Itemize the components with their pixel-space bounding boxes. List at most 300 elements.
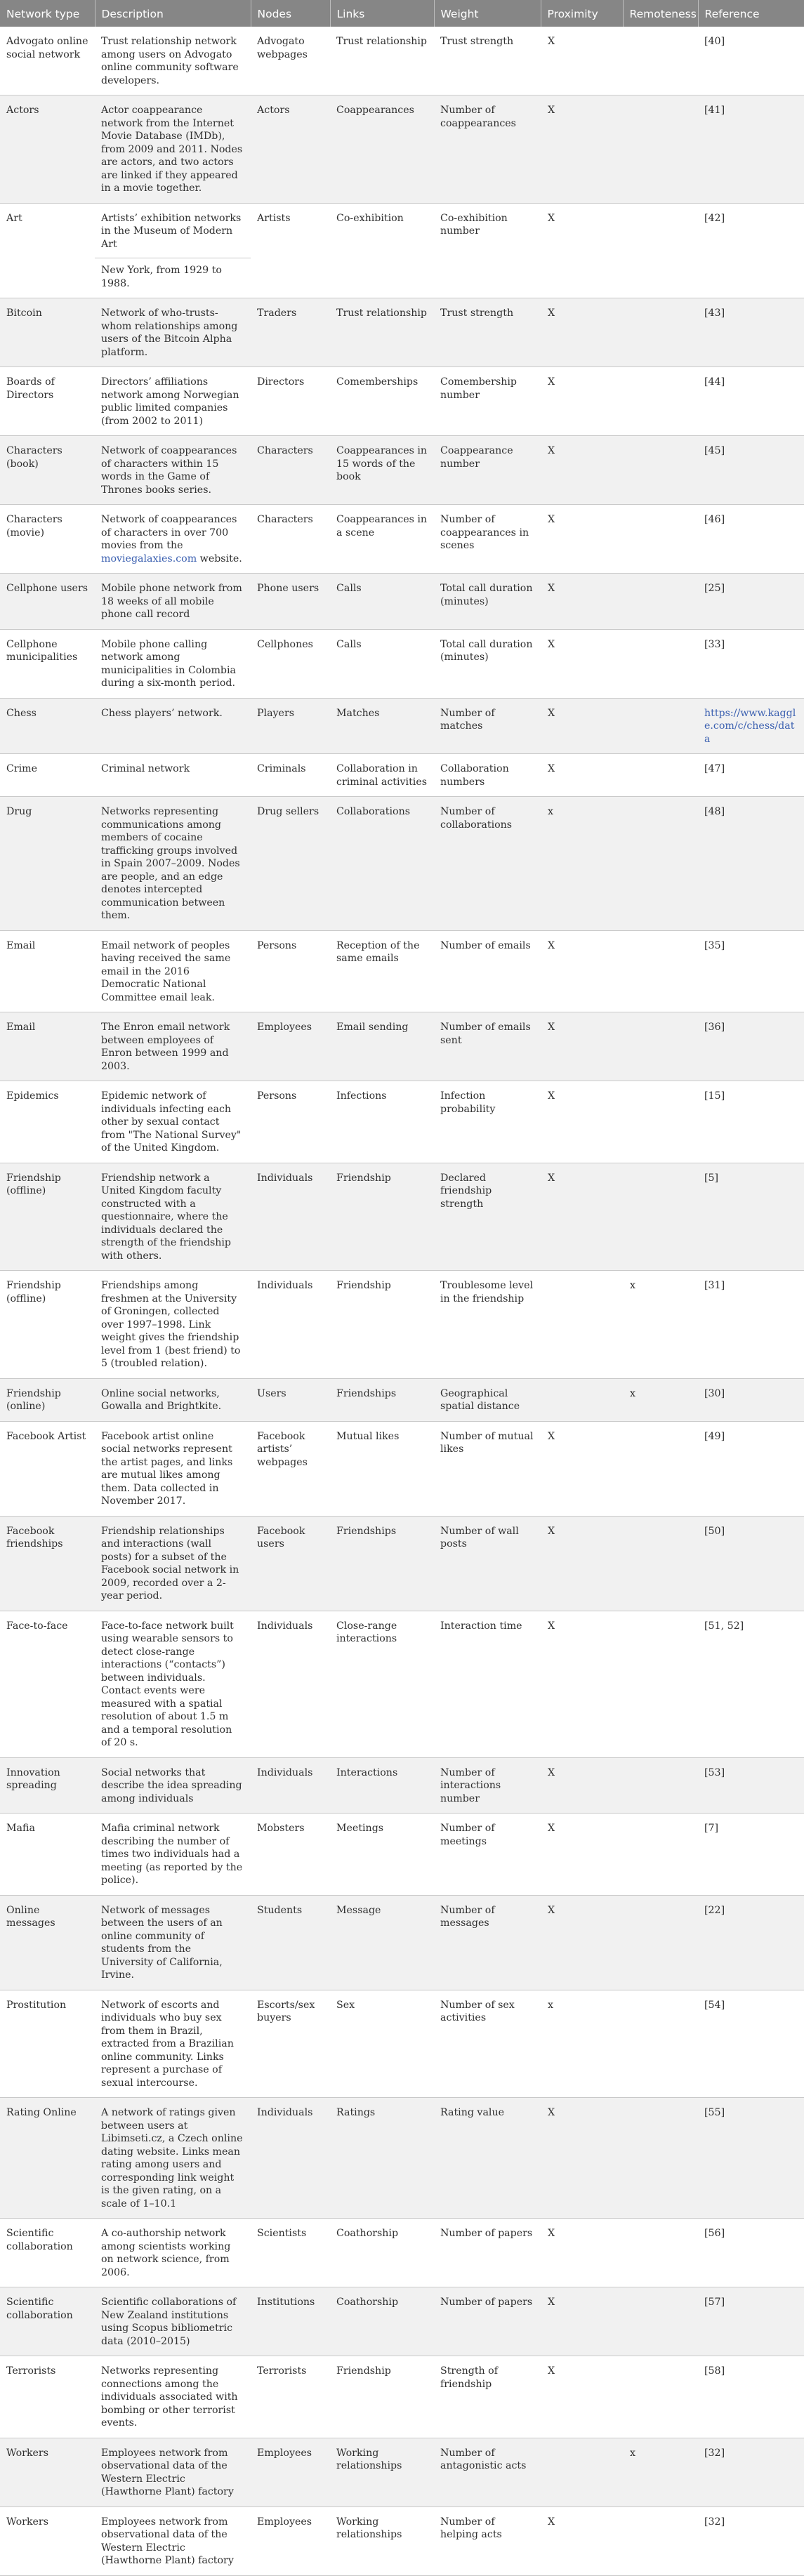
cell-weight: Number of messages (434, 1895, 541, 1990)
description-text: Network of messages between the users of an online community of students from the University of California, Irvine. (101, 1904, 223, 1981)
cell-proximity: X (541, 1163, 623, 1271)
table-row (0, 629, 804, 698)
cell-remoteness (623, 367, 698, 436)
cell-description (95, 1990, 251, 2098)
cell-description (95, 436, 251, 505)
cell-reference: [40] (698, 27, 804, 95)
cell-links: Meetings (330, 1814, 434, 1896)
cell-nodes: Individuals (251, 1271, 330, 1379)
description-text: Social networks that describe the idea spreading among individuals (101, 1766, 242, 1804)
cell-network-type: Epidemics (0, 1081, 95, 1163)
header-links: Links (330, 0, 434, 27)
cell-description (95, 1516, 251, 1611)
cell-description (95, 698, 251, 754)
cell-proximity: X (541, 203, 623, 298)
cell-reference: [54] (698, 1990, 804, 2098)
cell-remoteness (623, 1757, 698, 1814)
cell-links: Reception of the same emails (330, 930, 434, 1012)
description-text: A co-authorship network among scientists working on network science, from 2006. (101, 2228, 231, 2278)
cell-remoteness (623, 2356, 698, 2438)
cell-network-type: Drug (0, 797, 95, 931)
table-row (0, 574, 804, 630)
table-row (0, 436, 804, 505)
cell-nodes: Institutions (251, 2287, 330, 2356)
description-text: Employees network from observational data of the Western Electric (Hawthorne Plant) factory (101, 2516, 234, 2566)
cell-nodes: Criminals (251, 754, 330, 797)
cell-network-type: Chess (0, 698, 95, 754)
cell-weight: Trust strength (434, 298, 541, 367)
cell-reference: [45] (698, 436, 804, 505)
description-text: Mobile phone network from 18 weeks of all mobile phone call record (101, 583, 242, 620)
cell-proximity: X (541, 1814, 623, 1896)
cell-reference: [5] (698, 1163, 804, 1271)
cell-network-type: Workers (0, 2438, 95, 2506)
cell-links: Co-exhibition (330, 203, 434, 298)
cell-links: Close-range interactions (330, 1611, 434, 1757)
cell-nodes: Advogato webpages (251, 27, 330, 95)
table-row (0, 27, 804, 95)
cell-network-type: Facebook friendships (0, 1516, 95, 1611)
description-text: Chess players’ network. (101, 707, 223, 719)
table-row (0, 95, 804, 204)
table-row (0, 698, 804, 754)
description-text: Friendships among freshmen at the University of Groningen, collected over 1997–1998. Link weight gives the friendship level from 1 (best friend) to 5 (troubled relation). (101, 1280, 241, 1369)
cell-nodes: Drug sellers (251, 797, 330, 931)
cell-links: Friendships (330, 1378, 434, 1421)
table-row (0, 1271, 804, 1379)
cell-reference: [47] (698, 754, 804, 797)
cell-proximity: X (541, 436, 623, 505)
cell-weight: Number of meetings (434, 1814, 541, 1896)
cell-nodes: Escorts/sex buyers (251, 1990, 330, 2098)
cell-network-type: Scientific collaboration (0, 2287, 95, 2356)
cell-description (95, 574, 251, 630)
cell-description (95, 27, 251, 95)
cell-description (95, 1271, 251, 1379)
cell-proximity: X (541, 505, 623, 574)
cell-network-type: Crime (0, 754, 95, 797)
cell-description (95, 2438, 251, 2506)
cell-links: Sex (330, 1990, 434, 2098)
description-text: Mobile phone calling network among municipalities in Colombia during a six-month period. (101, 638, 236, 689)
cell-links: Trust relationship (330, 298, 434, 367)
cell-nodes: Users (251, 1378, 330, 1421)
table-row (0, 2506, 804, 2575)
cell-nodes: Employees (251, 1012, 330, 1081)
cell-remoteness (623, 574, 698, 630)
cell-description (95, 1895, 251, 1990)
cell-links: Calls (330, 629, 434, 698)
cell-links: Working relationships (330, 2506, 434, 2575)
cell-description (95, 367, 251, 436)
cell-nodes: Facebook artists’ webpages (251, 1421, 330, 1516)
cell-reference: [55] (698, 2098, 804, 2219)
cell-weight: Total call duration (minutes) (434, 629, 541, 698)
cell-links: Mutual likes (330, 1421, 434, 1516)
cell-proximity: X (541, 2219, 623, 2287)
cell-reference: [33] (698, 629, 804, 698)
table-row (0, 1081, 804, 1163)
cell-proximity (541, 1271, 623, 1379)
cell-links: Matches (330, 698, 434, 754)
cell-reference: [51, 52] (698, 1611, 804, 1757)
description-text: Online social networks, Gowalla and Brightkite. (101, 1387, 222, 1412)
cell-links: Coappearances in a scene (330, 505, 434, 574)
cell-reference: [53] (698, 1757, 804, 1814)
cell-nodes: Characters (251, 505, 330, 574)
cell-weight: Collaboration numbers (434, 754, 541, 797)
cell-remoteness (623, 1990, 698, 2098)
cell-description (95, 1163, 251, 1271)
table-row (0, 367, 804, 436)
cell-links: Coappearances in 15 words of the book (330, 436, 434, 505)
cell-links: Coathorship (330, 2287, 434, 2356)
cell-remoteness (623, 1611, 698, 1757)
cell-weight: Number of sex activities (434, 1990, 541, 2098)
description-text: Network of who-trusts-whom relationships among users of the Bitcoin Alpha platform. (101, 308, 238, 358)
cell-network-type: Prostitution (0, 1990, 95, 2098)
cell-nodes: Individuals (251, 1163, 330, 1271)
cell-nodes: Students (251, 1895, 330, 1990)
cell-weight: Declared friendship strength (434, 1163, 541, 1271)
description-text: Actor coappearance network from the Internet Movie Database (IMDb), from 2009 and 2011. Nodes are actors, and two actors are linked if they appeared in a movie together. (101, 105, 243, 194)
cell-remoteness (623, 930, 698, 1012)
cell-network-type: Mafia (0, 1814, 95, 1896)
cell-weight: Trust strength (434, 27, 541, 95)
description-text: Facebook artist online social networks represent the artist pages, and links are mutual likes among them. Data collected in November 2017. (101, 1430, 233, 1507)
cell-proximity: X (541, 367, 623, 436)
description-text: Employees network from observational data of the Western Electric (Hawthorne Plant) factory (101, 2447, 234, 2497)
description-text: Networks representing communications among members of cocaine trafficking groups involved in Spain 2007–2009. Nodes are people, and an edge denotes intercepted communication between them. (101, 806, 240, 921)
cell-proximity: x (541, 797, 623, 931)
cell-weight: Number of mutual likes (434, 1421, 541, 1516)
cell-proximity: X (541, 1516, 623, 1611)
cell-description (95, 2506, 251, 2575)
description-text: A network of ratings given between users at Libimseti.cz, a Czech online dating website. Links mean rating among users and corresponding link weight is the given rating, on a scale of 1–10.1 (101, 2107, 243, 2210)
cell-nodes: Persons (251, 1081, 330, 1163)
cell-remoteness (623, 1421, 698, 1516)
description-text: Criminal network (101, 763, 190, 774)
cell-network-type: Scientific collaboration (0, 2219, 95, 2287)
cell-remoteness: x (623, 1271, 698, 1379)
description-text: Friendship relationships and interactions (wall posts) for a subset of the Facebook social network in 2009, recorded over a 2-year period. (101, 1525, 239, 1601)
cell-remoteness: x (623, 2438, 698, 2506)
description-text: Friendship network a United Kingdom faculty constructed with a questionnaire, where the individuals declared the strength of the friendship with others. (101, 1172, 231, 1262)
cell-links: Friendship (330, 1271, 434, 1379)
cell-description (95, 203, 251, 298)
cell-network-type: Cellphone users (0, 574, 95, 630)
description-text: Artists’ exhibition networks in the Museum of Modern Art (101, 212, 242, 250)
cell-proximity: X (541, 2356, 623, 2438)
cell-proximity: X (541, 1421, 623, 1516)
table-row (0, 1895, 804, 1990)
cell-weight: Comembership number (434, 367, 541, 436)
description-link[interactable]: moviegalaxies.com (101, 553, 197, 564)
cell-proximity: X (541, 1081, 623, 1163)
cell-nodes: Facebook users (251, 1516, 330, 1611)
cell-reference: [56] (698, 2219, 804, 2287)
header-remoteness: Remoteness (623, 0, 698, 27)
cell-description (95, 2098, 251, 2219)
cell-description (95, 2287, 251, 2356)
cell-remoteness (623, 2506, 698, 2575)
cell-proximity: X (541, 1895, 623, 1990)
cell-links: Trust relationship (330, 27, 434, 95)
cell-links: Email sending (330, 1012, 434, 1081)
cell-description (95, 95, 251, 204)
cell-proximity: X (541, 574, 623, 630)
cell-weight: Number of matches (434, 698, 541, 754)
cell-remoteness (623, 1081, 698, 1163)
cell-network-type: Face-to-face (0, 1611, 95, 1757)
cell-nodes: Characters (251, 436, 330, 505)
header-proximity: Proximity (541, 0, 623, 27)
cell-weight: Number of papers (434, 2219, 541, 2287)
cell-weight: Number of wall posts (434, 1516, 541, 1611)
cell-remoteness (623, 1163, 698, 1271)
cell-reference (698, 698, 804, 754)
cell-reference: [44] (698, 367, 804, 436)
cell-network-type: Facebook Artist (0, 1421, 95, 1516)
description-text: Mafia criminal network describing the number of times two individuals had a meeting (as reported by the police). (101, 1823, 243, 1886)
reference-link[interactable]: https://www.kaggle.com/c/chess/data (704, 707, 796, 745)
cell-reference: [43] (698, 298, 804, 367)
cell-links: Coappearances (330, 95, 434, 204)
cell-proximity: X (541, 698, 623, 754)
cell-description (95, 298, 251, 367)
cell-remoteness (623, 2287, 698, 2356)
cell-weight: Coappearance number (434, 436, 541, 505)
description-text: Epidemic network of individuals infecting each other by sexual contact from "The National Survey" of the United Kingdom. (101, 1090, 242, 1154)
cell-description (95, 505, 251, 574)
cell-reference: [7] (698, 1814, 804, 1896)
cell-network-type: Workers (0, 2506, 95, 2575)
cell-remoteness (623, 27, 698, 95)
table-row (0, 1990, 804, 2098)
cell-description (95, 2356, 251, 2438)
description-text: Face-to-face network built using wearable sensors to detect close-range interactions (“contacts”) between individuals. Contact events were measured with a spatial resolution of about 1.5 m and a temporal resolution of 20 s. (101, 1620, 234, 1748)
cell-reference: [50] (698, 1516, 804, 1611)
cell-reference: [31] (698, 1271, 804, 1379)
table-row (0, 1012, 804, 1081)
cell-weight: Number of emails sent (434, 1012, 541, 1081)
description-text: Trust relationship network among users on Advogato online community software developers. (101, 36, 239, 86)
cell-reference: [35] (698, 930, 804, 1012)
cell-links: Friendships (330, 1516, 434, 1611)
cell-proximity: X (541, 2506, 623, 2575)
cell-weight: Number of coappearances in scenes (434, 505, 541, 574)
cell-proximity: X (541, 95, 623, 204)
cell-links: Working relationships (330, 2438, 434, 2506)
cell-nodes: Individuals (251, 1611, 330, 1757)
table-row (0, 1421, 804, 1516)
cell-links: Comemberships (330, 367, 434, 436)
cell-links: Friendship (330, 2356, 434, 2438)
cell-description (95, 1757, 251, 1814)
cell-remoteness (623, 2219, 698, 2287)
table-row (0, 1163, 804, 1271)
cell-proximity: X (541, 298, 623, 367)
cell-network-type: Actors (0, 95, 95, 204)
cell-reference: [57] (698, 2287, 804, 2356)
cell-links: Friendship (330, 1163, 434, 1271)
cell-remoteness (623, 1895, 698, 1990)
description-text: The Enron email network between employees of Enron between 1999 and 2003. (101, 1022, 230, 1072)
cell-nodes: Players (251, 698, 330, 754)
cell-remoteness (623, 698, 698, 754)
cell-reference: [15] (698, 1081, 804, 1163)
cell-reference: [36] (698, 1012, 804, 1081)
cell-weight: Number of helping acts (434, 2506, 541, 2575)
cell-nodes: Actors (251, 95, 330, 204)
cell-proximity: X (541, 27, 623, 95)
cell-description (95, 754, 251, 797)
description-text: Networks representing connections among the individuals associated with bombing or other terrorist events. (101, 2365, 238, 2429)
cell-network-type: Cellphone municipalities (0, 629, 95, 698)
cell-weight: Number of interactions number (434, 1757, 541, 1814)
cell-nodes: Cellphones (251, 629, 330, 698)
cell-weight: Number of collaborations (434, 797, 541, 931)
cell-description (95, 1421, 251, 1516)
cell-nodes: Terrorists (251, 2356, 330, 2438)
description-text: Directors’ affiliations network among Norwegian public limited companies (from 2002 to 2011) (101, 376, 239, 427)
cell-links: Calls (330, 574, 434, 630)
cell-remoteness (623, 1012, 698, 1081)
table-row (0, 203, 804, 298)
table-row (0, 1757, 804, 1814)
cell-reference: [49] (698, 1421, 804, 1516)
description-text: Network of coappearances of characters within 15 words in the Game of Thrones books series. (101, 445, 237, 496)
cell-proximity (541, 2438, 623, 2506)
cell-remoteness (623, 436, 698, 505)
cell-nodes: Mobsters (251, 1814, 330, 1896)
header-row (0, 0, 804, 27)
cell-links: Message (330, 1895, 434, 1990)
header-reference: Reference (698, 0, 804, 27)
cell-reference: [32] (698, 2506, 804, 2575)
cell-proximity (541, 1378, 623, 1421)
cell-network-type: Friendship (offline) (0, 1163, 95, 1271)
cell-links: Collaboration in criminal activities (330, 754, 434, 797)
cell-network-type: Online messages (0, 1895, 95, 1990)
description-subline: New York, from 1929 to 1988. (95, 258, 251, 290)
cell-description (95, 1611, 251, 1757)
cell-nodes: Employees (251, 2506, 330, 2575)
description-text: Email network of peoples having received the same email in the 2016 Democratic National Committee email leak. (101, 939, 231, 1003)
cell-proximity: X (541, 930, 623, 1012)
table-row (0, 1516, 804, 1611)
cell-reference: [25] (698, 574, 804, 630)
cell-links: Infections (330, 1081, 434, 1163)
cell-links: Coathorship (330, 2219, 434, 2287)
description-text-after: website. (199, 553, 242, 564)
cell-description (95, 629, 251, 698)
header-weight: Weight (434, 0, 541, 27)
cell-weight: Number of coappearances (434, 95, 541, 204)
cell-remoteness: x (623, 1378, 698, 1421)
header-network-type: Network type (0, 0, 95, 27)
cell-proximity: X (541, 629, 623, 698)
cell-description (95, 797, 251, 931)
cell-weight: Strength of friendship (434, 2356, 541, 2438)
table-row (0, 797, 804, 931)
cell-remoteness (623, 629, 698, 698)
cell-network-type: Friendship (offline) (0, 1271, 95, 1379)
cell-network-type: Friendship (online) (0, 1378, 95, 1421)
cell-network-type: Innovation spreading (0, 1757, 95, 1814)
table-row (0, 930, 804, 1012)
description-text: Network of coappearances of characters in over 700 movies from the (101, 514, 237, 551)
cell-proximity: X (541, 754, 623, 797)
cell-description (95, 930, 251, 1012)
table-row (0, 754, 804, 797)
cell-reference: [41] (698, 95, 804, 204)
cell-reference: [30] (698, 1378, 804, 1421)
cell-remoteness (623, 505, 698, 574)
cell-proximity: X (541, 1012, 623, 1081)
cell-weight: Number of antagonistic acts (434, 2438, 541, 2506)
cell-remoteness (623, 754, 698, 797)
table-row (0, 1378, 804, 1421)
cell-weight: Interaction time (434, 1611, 541, 1757)
header-description: Description (95, 0, 251, 27)
cell-proximity: x (541, 1990, 623, 2098)
table-row (0, 2438, 804, 2506)
cell-reference: [42] (698, 203, 804, 298)
table-row (0, 1611, 804, 1757)
cell-weight: Co-exhibition number (434, 203, 541, 298)
table-row (0, 2098, 804, 2219)
header-nodes: Nodes (251, 0, 330, 27)
cell-remoteness (623, 203, 698, 298)
cell-proximity: X (541, 1611, 623, 1757)
cell-weight: Infection probability (434, 1081, 541, 1163)
cell-links: Collaborations (330, 797, 434, 931)
cell-reference: [58] (698, 2356, 804, 2438)
cell-description (95, 1012, 251, 1081)
cell-remoteness (623, 797, 698, 931)
cell-nodes: Scientists (251, 2219, 330, 2287)
cell-nodes: Traders (251, 298, 330, 367)
cell-network-type: Terrorists (0, 2356, 95, 2438)
table-row (0, 298, 804, 367)
table-row (0, 2219, 804, 2287)
cell-nodes: Employees (251, 2438, 330, 2506)
cell-description (95, 2219, 251, 2287)
cell-nodes: Directors (251, 367, 330, 436)
cell-weight: Number of emails (434, 930, 541, 1012)
table-row (0, 1814, 804, 1896)
cell-network-type: Characters (movie) (0, 505, 95, 574)
table-row (0, 2287, 804, 2356)
table-body (0, 27, 804, 2575)
cell-network-type: Email (0, 930, 95, 1012)
table-row (0, 505, 804, 574)
cell-reference: [48] (698, 797, 804, 931)
cell-description (95, 1081, 251, 1163)
cell-weight: Troublesome level in the friendship (434, 1271, 541, 1379)
cell-network-type: Art (0, 203, 95, 298)
description-text: Network of escorts and individuals who buy sex from them in Brazil, extracted from a Brazilian online community. Links represent a purchase of sexual intercourse. (101, 1999, 234, 2089)
description-text: Scientific collaborations of New Zealand institutions using Scopus bibliometric data (2010–2015) (101, 2297, 237, 2347)
cell-nodes: Individuals (251, 1757, 330, 1814)
cell-weight: Rating value (434, 2098, 541, 2219)
cell-proximity: X (541, 1757, 623, 1814)
cell-weight: Total call duration (minutes) (434, 574, 541, 630)
cell-remoteness (623, 298, 698, 367)
cell-network-type: Email (0, 1012, 95, 1081)
cell-reference: [46] (698, 505, 804, 574)
